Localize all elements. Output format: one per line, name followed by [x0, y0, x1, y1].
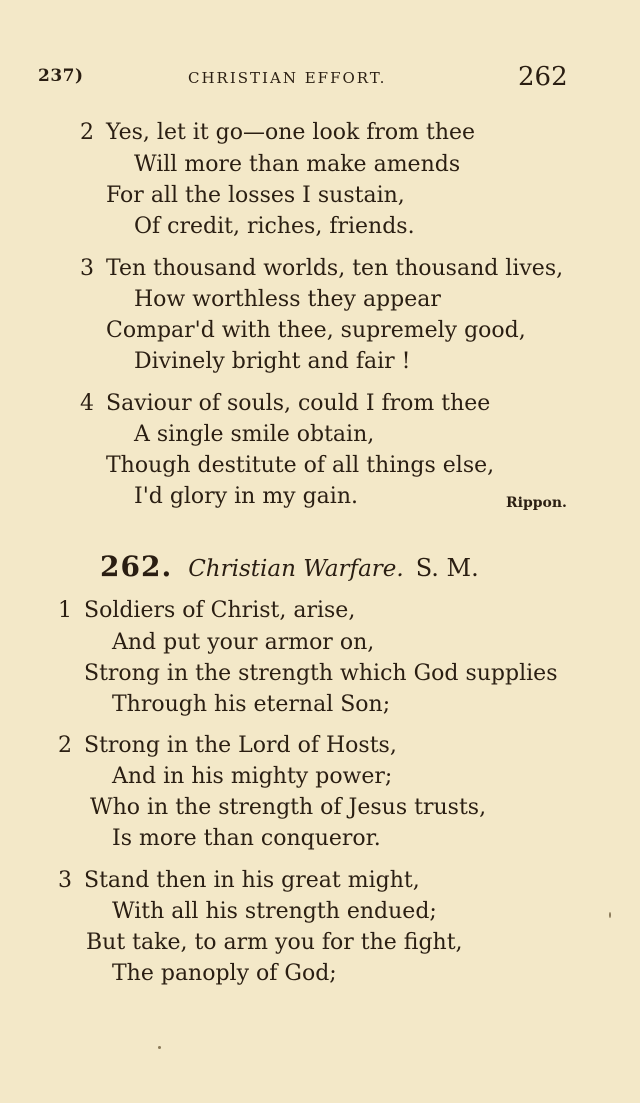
stanza-line: 4 Saviour of souls, could I from thee: [80, 391, 491, 416]
hymn-title: [100, 550, 479, 583]
hymn-name: Christian Warfare.: [188, 556, 404, 582]
stanza-number: 2: [58, 733, 72, 758]
paper-speck: [158, 1046, 161, 1049]
stanza-line: And put your armor on,: [112, 630, 375, 655]
stanza-line: Will more than make amends: [134, 152, 461, 177]
stanza-line: But take, to arm you for the fight,: [86, 930, 463, 955]
stanza-line: Strong in the strength which God supplies: [84, 661, 558, 686]
stanza-line: 1 Soldiers of Christ, arise,: [58, 598, 356, 623]
header-page-number: 262: [518, 62, 568, 92]
stanza-line: Divinely bright and fair !: [134, 349, 411, 374]
stanza-line: 2 Yes, let it go—one look from thee: [80, 120, 476, 145]
stanza-line: And in his mighty power;: [112, 764, 393, 789]
stanza-line: 3 Ten thousand worlds, ten thousand lives,: [80, 256, 564, 281]
stanza-line: Of credit, riches, friends.: [134, 214, 415, 239]
stanza-line: How worthless they appear: [134, 287, 441, 312]
hymn-number: 262.: [100, 550, 173, 583]
header-hymn-range: 237): [38, 66, 84, 86]
stanza-line: 3 Stand then in his great might,: [58, 868, 420, 893]
stanza-number: 1: [58, 598, 72, 623]
stanza-line: A single smile obtain,: [134, 422, 375, 447]
stanza-line: For all the losses I sustain,: [106, 183, 405, 208]
stanza-number: 2: [80, 120, 94, 145]
stanza-line: 2 Strong in the Lord of Hosts,: [58, 733, 397, 758]
stanza-line: Compar'd with thee, supremely good,: [106, 318, 526, 343]
stanza-line: The panoply of God;: [112, 961, 337, 986]
stanza-line: Who in the strength of Jesus trusts,: [90, 795, 487, 820]
stanza-number: 3: [80, 256, 94, 281]
header-section-title: CHRISTIAN EFFORT.: [188, 69, 387, 87]
stanza-line: With all his strength endued;: [112, 899, 437, 924]
paper-speck: [609, 912, 611, 918]
stanza-line: I'd glory in my gain.: [134, 484, 358, 509]
stanza-line: Through his eternal Son;: [112, 692, 391, 717]
stanza-number: 3: [58, 868, 72, 893]
stanza-line: Though destitute of all things else,: [106, 453, 495, 478]
stanza-line: Is more than conqueror.: [112, 826, 381, 851]
stanza-number: 4: [80, 391, 94, 416]
hymn-attribution: Rippon.: [506, 495, 567, 511]
hymn-meter: S. M.: [415, 554, 479, 582]
page-header: [0, 62, 640, 92]
